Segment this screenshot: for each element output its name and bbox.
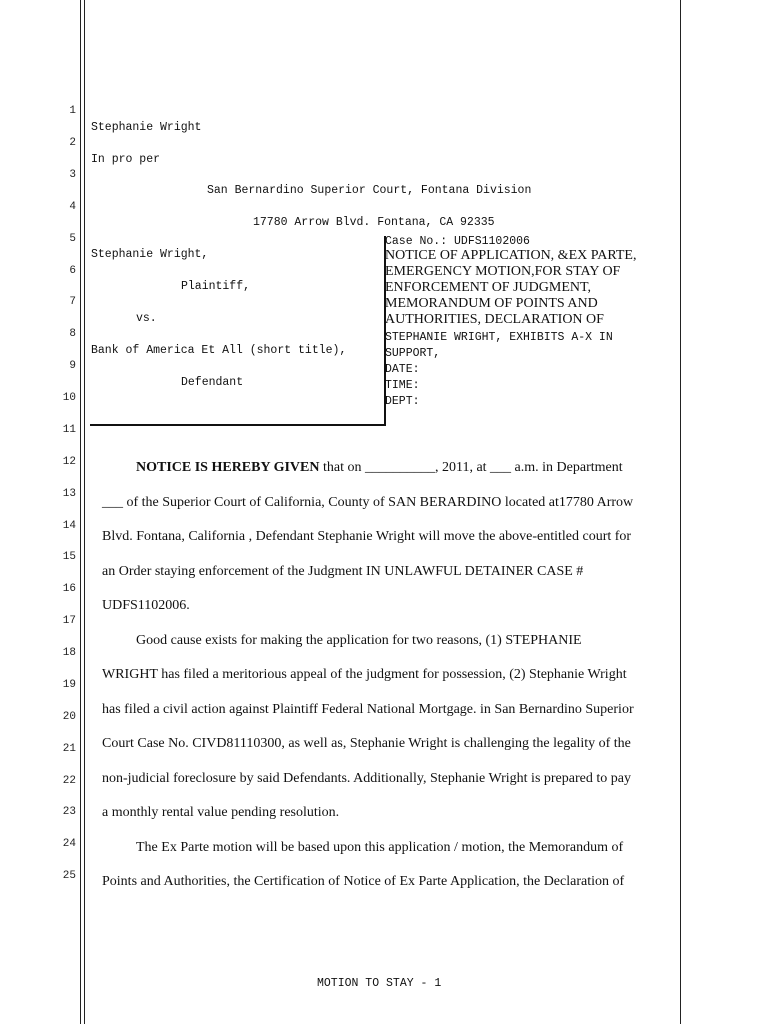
defendant-label: Defendant bbox=[181, 376, 244, 389]
body-line: ___ of the Superior Court of California, County of SAN BERARDINO located at17780 Arrow bbox=[102, 495, 634, 510]
body-line: an Order staying enforcement of the Judgment IN UNLAWFUL DETAINER CASE # bbox=[102, 564, 584, 579]
line-number: 9 bbox=[69, 360, 76, 372]
line-number: 3 bbox=[69, 169, 76, 181]
body-line: The Ex Parte motion will be based upon this application / motion, the Memorandum of bbox=[136, 840, 624, 855]
title-line: STEPHANIE WRIGHT, EXHIBITS A-X IN bbox=[385, 331, 613, 344]
line-number: 17 bbox=[62, 615, 76, 627]
line-number: 22 bbox=[62, 775, 76, 787]
line-number: 12 bbox=[62, 456, 76, 468]
line-number: 8 bbox=[69, 328, 76, 340]
line-number: 15 bbox=[62, 551, 76, 563]
body-line: a monthly rental value pending resolution. bbox=[102, 805, 340, 820]
body-line: non-judicial foreclosure by said Defendants. Additionally, Stephanie Wright is prepared to pay bbox=[102, 771, 631, 786]
filer-name: Stephanie Wright bbox=[91, 121, 202, 134]
hearing-time: TIME: bbox=[385, 379, 420, 392]
defendant-name: Bank of America Et All (short title), bbox=[91, 344, 347, 357]
versus: vs. bbox=[136, 312, 157, 325]
line-number: 20 bbox=[62, 711, 76, 723]
line-number: 13 bbox=[62, 488, 76, 500]
court-name: San Bernardino Superior Court, Fontana Division bbox=[207, 184, 532, 197]
body-line: UDFS1102006. bbox=[102, 598, 190, 613]
hearing-dept: DEPT: bbox=[385, 395, 420, 408]
body-line: WRIGHT has filed a meritorious appeal of the judgment for possession, (2) Stephanie Wright bbox=[102, 667, 627, 682]
body-line: Court Case No. CIVD81110300, as well as, Stephanie Wright is challenging the legality of the bbox=[102, 736, 631, 751]
line-number: 2 bbox=[69, 137, 76, 149]
margin-line-left-inner bbox=[84, 0, 85, 1024]
line-number: 1 bbox=[69, 105, 76, 117]
body-line bbox=[102, 451, 716, 486]
plaintiff-label: Plaintiff, bbox=[181, 280, 251, 293]
hearing-date: DATE: bbox=[385, 363, 420, 376]
line-number: 23 bbox=[62, 806, 76, 818]
line-number: 5 bbox=[69, 233, 76, 245]
line-number: 18 bbox=[62, 647, 76, 659]
title-line: MEMORANDUM OF POINTS AND bbox=[385, 296, 598, 311]
body-line: Blvd. Fontana, California , Defendant Stephanie Wright will move the above-entitled court for bbox=[102, 529, 632, 544]
page-footer: MOTION TO STAY - 1 bbox=[317, 977, 442, 990]
line-number: 16 bbox=[62, 583, 76, 595]
title-line: EMERGENCY MOTION,FOR STAY OF bbox=[385, 264, 621, 279]
line-number: 11 bbox=[62, 424, 76, 436]
title-line: SUPPORT, bbox=[385, 347, 441, 360]
body-text: that on __________, 2011, at ___ a.m. in Department bbox=[319, 460, 623, 475]
filer-status: In pro per bbox=[91, 153, 161, 166]
title-line: NOTICE OF APPLICATION, &EX PARTE, bbox=[385, 248, 637, 263]
line-number: 4 bbox=[69, 201, 76, 213]
title-line: ENFORCEMENT OF JUDGMENT, bbox=[385, 280, 591, 295]
notice-heading: NOTICE IS HEREBY GIVEN bbox=[136, 460, 320, 475]
title-line: AUTHORITIES, DECLARATION OF bbox=[385, 312, 604, 327]
body-line: Points and Authorities, the Certification of Notice of Ex Parte Application, the Declaration of bbox=[102, 874, 625, 889]
line-number: 14 bbox=[62, 520, 76, 532]
caption-box bbox=[90, 236, 386, 426]
body-line: Good cause exists for making the application for two reasons, (1) STEPHANIE bbox=[136, 633, 582, 648]
line-number: 6 bbox=[69, 265, 76, 277]
body-line: has filed a civil action against Plaintiff Federal National Mortgage. in San Bernardino Superior bbox=[102, 702, 634, 717]
line-number: 25 bbox=[62, 870, 76, 882]
plaintiff-name: Stephanie Wright, bbox=[91, 248, 209, 261]
court-address: 17780 Arrow Blvd. Fontana, CA 92335 bbox=[253, 216, 495, 229]
line-number: 24 bbox=[62, 838, 76, 850]
line-number: 21 bbox=[62, 743, 76, 755]
line-number: 7 bbox=[69, 296, 76, 308]
line-number: 10 bbox=[62, 392, 76, 404]
margin-line-left-outer bbox=[80, 0, 81, 1024]
line-number: 19 bbox=[62, 679, 76, 691]
case-number: Case No.: UDFS1102006 bbox=[385, 235, 530, 248]
